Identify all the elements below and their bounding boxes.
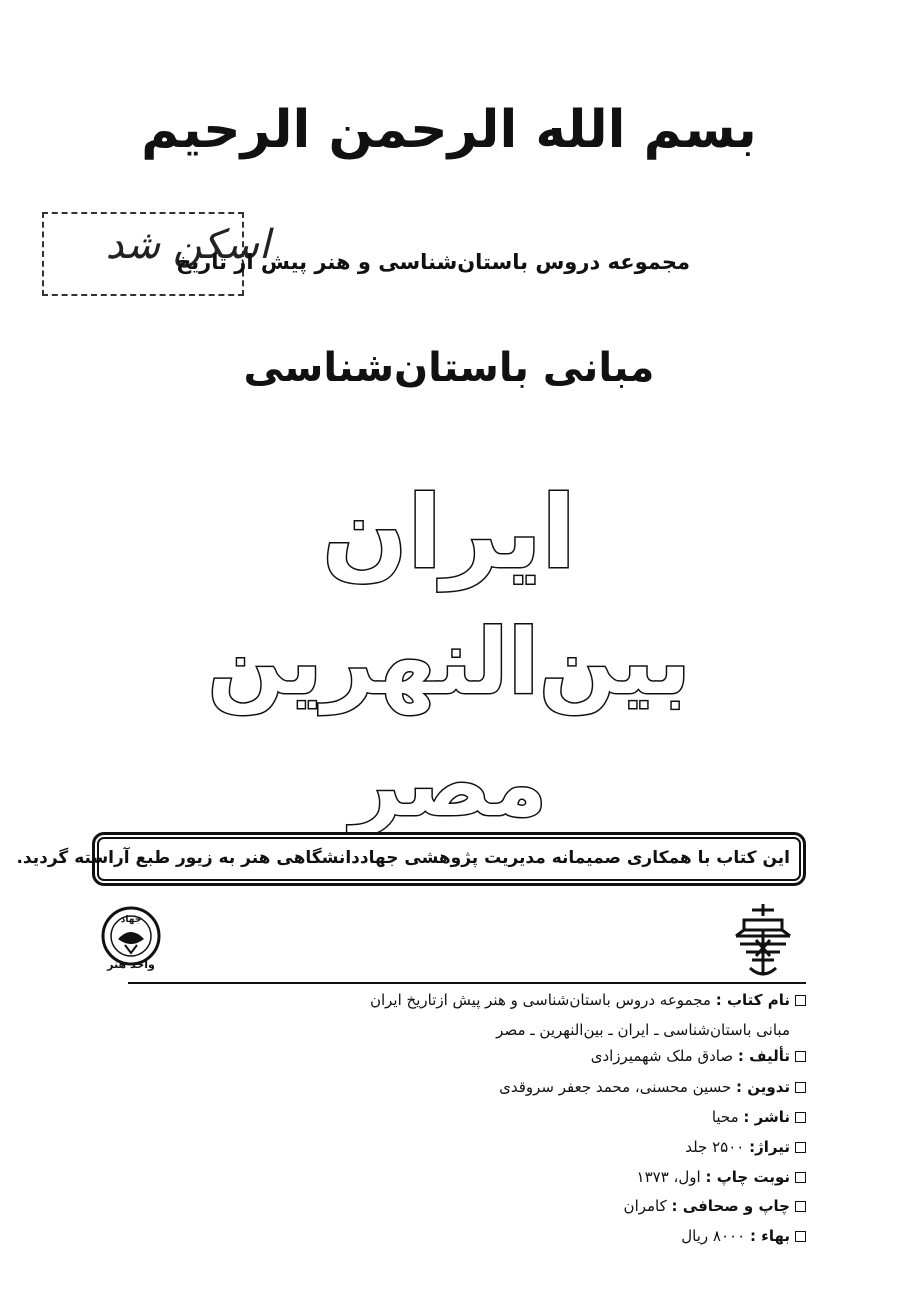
- info-author: [166, 1046, 806, 1066]
- scan-stamp-text: اسکن شد: [105, 222, 270, 268]
- art-unit-caption: واحد هنر: [107, 958, 155, 971]
- author-label: تألیف :: [737, 1047, 790, 1065]
- info-circulation: [166, 1137, 806, 1157]
- checkbox-icon: [795, 1172, 806, 1183]
- author-value: صادق ملک شهمیرزادی: [590, 1047, 734, 1065]
- book-subtitle: مبانی باستان‌شناسی: [243, 345, 655, 391]
- title-iran: ایران: [322, 474, 576, 591]
- checkbox-icon: [795, 1051, 806, 1062]
- book-name-label: نام کتاب :: [715, 991, 790, 1009]
- printing-value: کامران: [623, 1197, 667, 1215]
- checkbox-icon: [795, 1201, 806, 1212]
- publisher-value: محیا: [711, 1108, 739, 1126]
- info-price: [166, 1226, 806, 1246]
- edition-label: نوبت چاپ :: [705, 1168, 790, 1186]
- info-book-name: [166, 990, 806, 1010]
- info-book-name-line2: مبانی باستان‌شناسی ـ ایران ـ بین‌النهرین ـ مصر: [496, 1021, 790, 1039]
- title-mesopotamia: بین‌النهرین: [207, 610, 691, 715]
- divider-rule: [128, 982, 806, 984]
- publisher-logo: [722, 900, 804, 982]
- circulation-value: ۲۵۰۰ جلد: [685, 1138, 745, 1156]
- checkbox-icon: [795, 1142, 806, 1153]
- checkbox-icon: [795, 995, 806, 1006]
- publisher-label: ناشر :: [743, 1108, 790, 1126]
- cooperation-note: این کتاب با همکاری صمیمانه مدیریت پژوهشی جهاددانشگاهی هنر به زیور طبع آراسته گردید.: [16, 848, 790, 868]
- info-printing: [166, 1196, 806, 1216]
- printing-label: چاپ و صحافی :: [671, 1197, 790, 1215]
- series-title: مجموعه دروس باستان‌شناسی و هنر پیش از تاریخ: [176, 250, 690, 274]
- checkbox-icon: [795, 1082, 806, 1093]
- book-name-value: مجموعه دروس باستان‌شناسی و هنر پیش ازتاریخ ایران: [369, 991, 711, 1009]
- price-value: ۸۰۰۰ ریال: [681, 1227, 746, 1245]
- checkbox-icon: [795, 1112, 806, 1123]
- bismillah-heading: بسم الله الرحمن الرحیم: [141, 100, 757, 160]
- editors-value: حسین محسنی، محمد جعفر سروقدی: [499, 1078, 732, 1096]
- edition-value: اول، ۱۳۷۳: [636, 1168, 701, 1186]
- checkbox-icon: [795, 1231, 806, 1242]
- seal-text: جهاد: [120, 915, 142, 925]
- info-editors: [166, 1077, 806, 1097]
- editors-label: تدوین :: [736, 1078, 790, 1096]
- price-label: بهاء :: [749, 1227, 790, 1245]
- info-publisher: [166, 1107, 806, 1127]
- info-edition: [166, 1167, 806, 1187]
- title-egypt: مصر: [351, 733, 547, 836]
- circulation-label: تیراژ:: [749, 1138, 790, 1156]
